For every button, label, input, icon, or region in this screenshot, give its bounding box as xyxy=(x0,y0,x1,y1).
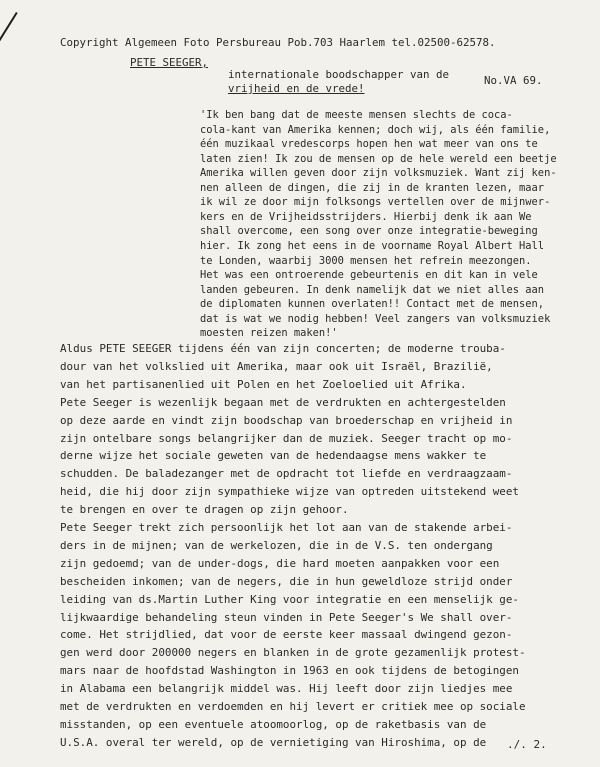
body-line: Aldus PETE SEEGER tijdens één van zijn concerten; de moderne trouba- xyxy=(60,342,506,355)
subject-name: PETE SEEGER, xyxy=(130,56,209,69)
body-line: mars naar de hoofdstad Washington in 1963 en ook tijdens de betogingen xyxy=(60,664,519,678)
body-line: lijkwaardige behandeling steun vinden in Pete Seeger's We shall over- xyxy=(60,610,513,624)
body-line: schudden. De baladezanger met de opdracht tot liefde en verdraagzaam- xyxy=(60,467,513,481)
body-line: heid, die hij door zijn sympathieke wijze van optreden uitstekend weet xyxy=(60,485,519,499)
body-line: leiding van ds.Martin Luther King voor integratie en een menselijk ge- xyxy=(60,592,519,606)
quote-line: cola-kant van Amerika kennen; doch wij, als één familie, xyxy=(200,123,551,136)
quote-line: Amerika willen geven door zijn volksmuziek. Want zij ken- xyxy=(200,167,557,180)
body-line: met de verdrukten en verdoemden en hij levert er critiek mee op sociale xyxy=(60,700,526,713)
document-number: No.VA 69. xyxy=(484,74,543,87)
body-line: come. Het strijdlied, dat voor de eerste keer massaal dwingend gezon- xyxy=(60,628,513,642)
headline-line-1: internationale boodschapper van de xyxy=(228,68,450,81)
body-line: te brengen en over te dragen op zijn gehoor. xyxy=(60,503,349,517)
body-line: U.S.A. overal ter wereld, op de vernietiging van Hiroshima, op de xyxy=(60,735,487,749)
quote-line: de diplomaten kunnen overlaten!! Contact met de mensen, xyxy=(200,298,545,311)
body-line: gen werd door 200000 negers en blanken in de grote gezamenlijk protest- xyxy=(60,646,526,660)
body-line: van het partisanenlied uit Polen en het Zoeloelied uit Afrika. xyxy=(60,377,467,391)
quote-line: shall overcome, een song over onze integratie-beweging xyxy=(200,225,538,238)
quote-line: één muzikaal vredescorps hopen hen wat meer van ons te xyxy=(200,138,538,151)
body-line: in Alabama een belangrijk middel was. Hij leeft door zijn liedjes mee xyxy=(60,682,513,696)
body-line: op deze aarde en vindt zijn boodschap van broederschap en vrijheid in xyxy=(60,413,513,427)
quote-line: moesten reizen maken!' xyxy=(200,327,338,340)
body-line: dour van het volkslied uit Amerika, maar ook uit Israël, Brazilië, xyxy=(60,359,493,373)
quote-line: nen alleen de dingen, die zij in de kranten lezen, maar xyxy=(200,181,545,194)
quote-line: Het was een ontroerende gebeurtenis en dit kan in vele xyxy=(200,269,538,282)
quote-line: landen gebeuren. In denk namelijk dat we niet alles aan xyxy=(200,283,545,296)
body-line: derne wijze het sociale geweten van de hedendaagse mens wakker te xyxy=(60,449,487,463)
body-line: Pete Seeger trekt zich persoonlijk het lot aan van de stakende arbei- xyxy=(60,521,513,534)
quote-line: 'Ik ben bang dat de meeste mensen slechts de coca- xyxy=(200,109,513,121)
quote-line: te Londen, waarbij 3000 mensen het refrein meezongen. xyxy=(200,254,532,267)
quote-line: dat is wat we nodig hebben! Veel zangers van volksmuziek xyxy=(200,312,551,325)
body-line: zijn gedoemd; van de under-dogs, die hard moeten aanpakken voor een xyxy=(60,556,500,570)
quote-line: laten zien! Ik zou de mensen op de hele wereld een beetje xyxy=(200,152,557,165)
body-line: ders in de mijnen; van de werkelozen, die in de V.S. ten ondergang xyxy=(60,538,493,552)
continuation-mark: ./. 2. xyxy=(507,738,547,751)
pen-mark xyxy=(0,12,18,42)
headline-line-2: vrijheid en de vrede! xyxy=(228,82,365,95)
quote-line: kers en de Vrijheidsstrijders. Hierbij denk ik aan We xyxy=(200,210,532,223)
body-line: misstanden, op een eventuele atoomoorlog, op de raketbasis van de xyxy=(60,717,487,731)
quote-line: hier. Ik zong het eens in de voorname Royal Albert Hall xyxy=(200,239,545,252)
body-line: zijn ontelbare songs belangrijker dan de muziek. Seeger tracht op mo- xyxy=(60,431,513,445)
body-line: Pete Seeger is wezenlijk begaan met de verdrukten en achtergestelden xyxy=(60,395,506,409)
copyright-line: Copyright Algemeen Foto Persbureau Pob.703 Haarlem tel.02500-62578. xyxy=(60,36,496,49)
body-line: bescheiden inkomen; van de negers, die in hun geweldloze strijd onder xyxy=(60,574,513,588)
quote-line: ik wil ze door mijn folksongs vertellen over de mijnwer- xyxy=(200,196,551,209)
